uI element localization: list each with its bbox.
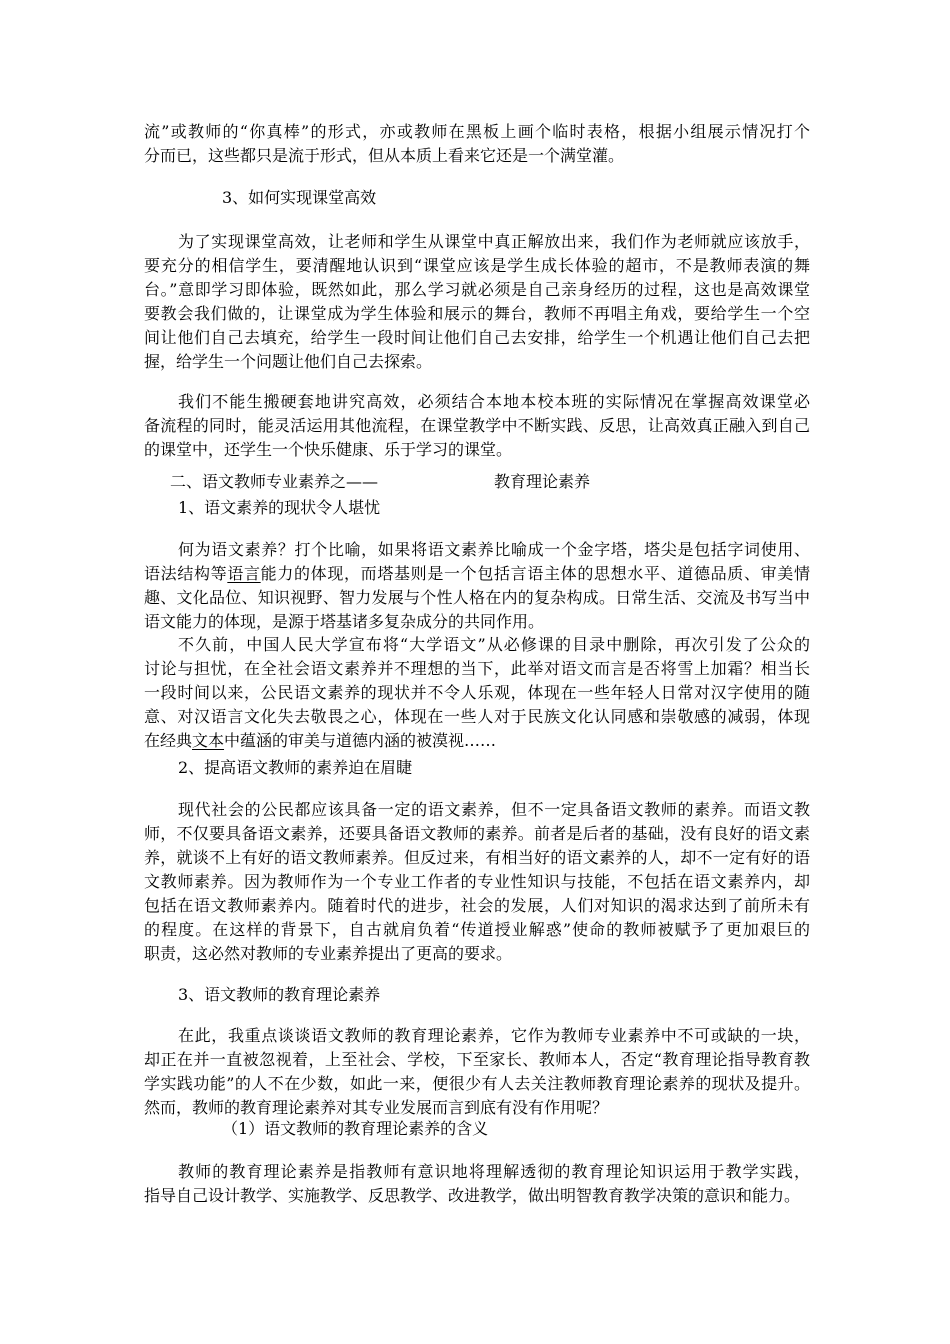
text-line: 要充分的相信学生，要清醒地认识到“课堂应该是学生成长体验的超市，不是教师表演的舞 (144, 256, 810, 275)
text-line: 语文能力的体现，是源于塔基诸多复杂成分的共同作用。 (144, 612, 545, 631)
text-line: 不久前，中国人民大学宣布将“大学语文”从必修课的目录中删除，再次引发了公众的 (178, 635, 810, 654)
text-line: 包括在语文教师素养内。随着时代的进步，社会的发展，人们对知识的渴求达到了前所未有 (144, 896, 810, 915)
text-line: 在此，我重点谈谈语文教师的教育理论素养，它作为教师专业素养中不可或缺的一块， (178, 1026, 810, 1045)
paragraph (144, 390, 810, 462)
text-line: 职责，这必然对教师的专业素养提出了更高的要求。 (144, 944, 513, 963)
text-line: 意、对汉语言文化失去敬畏之心，体现在一些人对于民族文化认同感和崇敬感的减弱，体现 (144, 707, 810, 726)
text-line: 师，不仅要具备语文素养，还要具备语文教师的素养。前者是后者的基础，没有良好的语文素 (144, 824, 810, 843)
text-line: 语法结构等语言能力的体现，而塔基则是一个包括言语主体的思想水平、道德品质、审美情 (144, 564, 810, 583)
paragraph (144, 1024, 810, 1120)
paragraph (144, 538, 810, 634)
subsection-heading (144, 983, 810, 1007)
text-line: 为了实现课堂高效，让老师和学生从课堂中真正解放出来，我们作为老师就应该放手， (178, 232, 810, 251)
text-line: 趣、文化品位、知识视野、智力发展与个性人格在内的复杂构成。日常生活、交流及书写当中 (144, 588, 810, 607)
heading-text: 3、语文教师的教育理论素养 (178, 985, 381, 1004)
heading-text: （1）语文教师的教育理论素养的含义 (222, 1119, 489, 1138)
paragraph (144, 1160, 810, 1208)
paragraph (144, 798, 810, 966)
text-line: 指导自己设计教学、实施教学、反思教学、改进教学，做出明智教育教学决策的意识和能力。 (144, 1186, 801, 1205)
text-line: 然而，教师的教育理论素养对其专业发展而言到底有没有作用呢？ (144, 1098, 609, 1117)
paragraph (144, 633, 810, 753)
section-heading-3 (144, 186, 810, 210)
heading-text: 3、如何实现课堂高效 (222, 188, 377, 207)
underlined-term: 文本 (192, 731, 225, 750)
text-line: 的课堂中，还学生一个快乐健康、乐于学习的课堂。 (144, 440, 513, 459)
text-line: 却正在并一直被忽视着，上至社会、学校，下至家长、教师本人，否定“教育理论指导教育教 (144, 1050, 810, 1069)
underlined-term: 语言 (227, 564, 261, 583)
text-line: 台。”意即学习即体验，既然如此，那么学习就必须是自己亲身经历的过程，这也是高效课堂 (144, 280, 810, 299)
text-line: 间让他们自己去填充，给学生一段时间让他们自己去安排，给学生一个机遇让他们自己去把 (144, 328, 810, 347)
text-line: 文教师素养。因为教师作为一个专业工作者的专业性知识与技能，不包括在语文素养内，却 (144, 872, 810, 891)
sub-subsection-heading (144, 1117, 810, 1141)
text-line: 在经典文本中蕴涵的审美与道德内涵的被漠视…… (144, 731, 497, 750)
heading-text: 2、提高语文教师的素养迫在眉睫 (178, 758, 413, 777)
section-heading-left: 二、语文教师专业素养之—— (170, 472, 379, 491)
text-line: 要教会我们做的，让课堂成为学生体验和展示的舞台，教师不再唱主角戏，要给学生一个空 (144, 304, 810, 323)
section-heading-2 (144, 470, 810, 494)
section-heading-right: 教育理论素养 (494, 472, 591, 491)
text-line: 养，就谈不上有好的语文教师素养。但反过来，有相当好的语文素养的人，却不一定有好的语 (144, 848, 810, 867)
paragraph-continued (144, 120, 810, 168)
subsection-heading (144, 756, 810, 780)
text-line: 分而已，这些都只是流于形式，但从本质上看来它还是一个满堂灌。 (144, 146, 625, 165)
text-line: 备流程的同时，能灵活运用其他流程，在课堂教学中不断实践、反思，让高效真正融入到自己 (144, 416, 810, 435)
text-line: 流”或教师的“你真棒”的形式，亦或教师在黑板上画个临时表格，根据小组展示情况打个 (144, 122, 810, 141)
subsection-heading (144, 496, 810, 520)
text-line: 何为语文素养？打个比喻，如果将语文素养比喻成一个金字塔，塔尖是包括字词使用、 (178, 540, 810, 559)
text-line: 的程度。在这样的背景下，自古就肩负着“传道授业解惑”使命的教师被赋予了更加艰巨的 (144, 920, 810, 939)
text-line: 学实践功能”的人不在少数，如此一来，便很少有人去关注教师教育理论素养的现状及提升。 (144, 1074, 810, 1093)
text-line: 握，给学生一个问题让他们自己去探索。 (144, 352, 433, 371)
heading-text: 1、语文素养的现状令人堪忧 (178, 498, 381, 517)
text-line: 一段时间以来，公民语文素养的现状并不令人乐观，体现在一些年轻人日常对汉字使用的随 (144, 683, 810, 702)
text-line: 讨论与担忧，在全社会语文素养并不理想的当下，此举对语文而言是否将雪上加霜？相当长 (144, 659, 810, 678)
text-line: 现代社会的公民都应该具备一定的语文素养，但不一定具备语文教师的素养。而语文教 (178, 800, 810, 819)
paragraph (144, 230, 810, 374)
text-line: 教师的教育理论素养是指教师有意识地将理解透彻的教育理论知识运用于教学实践， (178, 1162, 810, 1181)
text-line: 我们不能生搬硬套地讲究高效，必须结合本地本校本班的实际情况在掌握高效课堂必 (178, 392, 810, 411)
